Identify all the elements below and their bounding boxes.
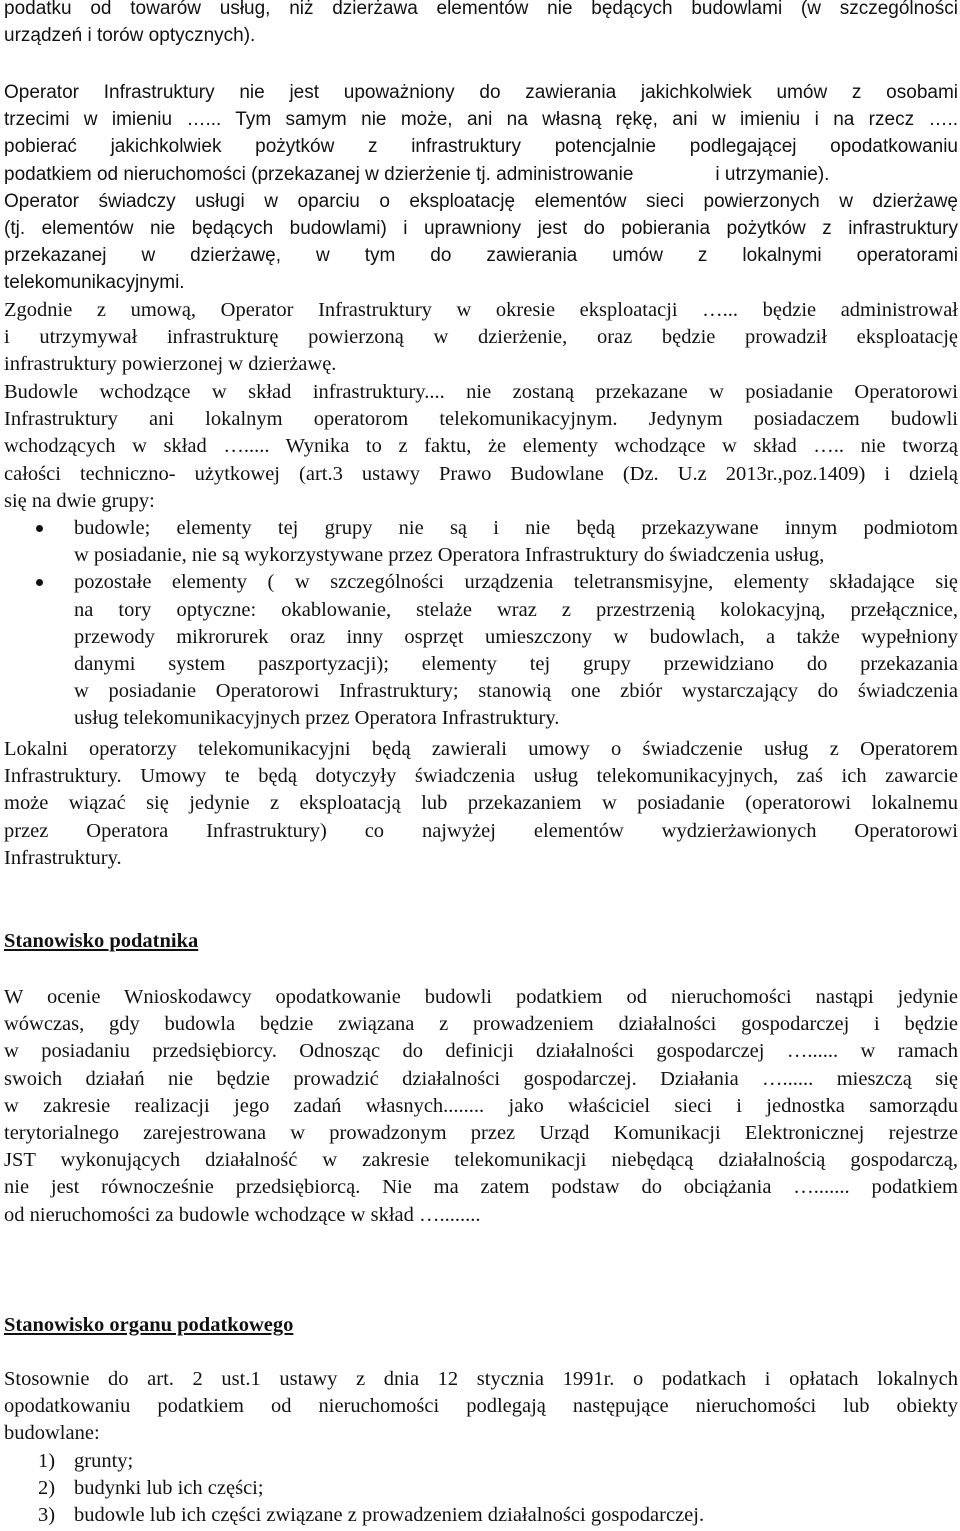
paragraph-buildings (4, 379, 958, 515)
text-line: się na dwie grupy: (4, 489, 155, 512)
text-line: wchodzących w skład …..... Wynika to z faktu, że elementy wchodzące w skład ….. nie tworzą (4, 435, 958, 458)
list-item (4, 1502, 958, 1529)
text-line: Zgodnie z umową, Operator Infrastruktury w okresie eksploatacji …... będzie administrował (4, 299, 958, 321)
text-fragment: i utrzymanie). (715, 163, 830, 185)
text-line: Operator świadczy usługi w oparciu o eksploatację elementów sieci powierzonych w dzierżawę (4, 190, 958, 212)
list-text: grunty; (74, 1449, 134, 1472)
text-line: W ocenie Wnioskodawcy opodatkowanie budowli podatkiem od nieruchomości nastąpi jedynie (4, 986, 958, 1008)
text-line: (tj. elementów nie będących budowlami) i uprawniony jest do pobierania pożytków z infrastruktury (4, 218, 958, 240)
paragraph-intro (4, 0, 958, 49)
text-line: na tory optyczne: okablowanie, stelaże wraz z przestrzenią kolokacyjną, przełącznice, (74, 598, 958, 621)
list-item (4, 1475, 958, 1502)
text-line: urządzeń i torów optycznych). (4, 25, 256, 47)
list-number: 3) (38, 1504, 56, 1527)
text-line: całości techniczno- użytkowej (art.3 ustawy Prawo Budowlane (Dz. U.z 2013r.,poz.1409) i dzielą (4, 462, 958, 485)
list-item (4, 1448, 958, 1475)
text-line: wówczas, gdy budowla będzie związana z prowadzeniem działalności gospodarczej i będzie (4, 1013, 958, 1036)
text-line: telekomunikacyjnymi. (4, 272, 185, 294)
text-line: przez Operatora Infrastruktury) co najwyżej elementów wydzierżawionych Operatorowi (4, 819, 958, 842)
text-line: w posiadanie Operatorowi Infrastruktury; stanowią one zbiór wystarczający do świadczenia (74, 680, 958, 703)
text-line: nie jest równocześnie przedsiębiorcą. Nie ma zatem podstaw do obciążania …....... podatkiem (4, 1176, 958, 1199)
numbered-list (4, 1448, 958, 1530)
text-line: Infrastruktury ani lokalnym operatorom telekomunikacyjnym. Jedynym posiadaczem budowli (4, 408, 958, 431)
text-line: trzecimi w imieniu …... Tym samym nie może, ani na własną rękę, ani w imieniu i na rzecz ….. (4, 109, 958, 131)
list-text: budowle lub ich części związane z prowadzeniem działalności gospodarczej. (74, 1504, 705, 1527)
text-line (4, 161, 958, 188)
text-line: od nieruchomości za budowle wchodzące w skład …........ (4, 1203, 481, 1226)
text-line: terytorialnego zarejestrowana w prowadzonym przez Urząd Komunikacji Elektronicznej rejestrze (4, 1122, 958, 1145)
text-line: w posiadanie, nie są wykorzystywane przez Operatora Infrastruktury do świadczenia usług, (74, 544, 825, 567)
text-line: przewody mikrorurek oraz inny osprzęt umieszczony w budowlach, a także wypełniony (74, 625, 958, 648)
text-line: budowle; elementy tej grupy nie są i nie będą przekazywane innym podmiotom (74, 517, 958, 539)
text-line: pozostałe elementy ( w szczególności urządzenia teletransmisyjne, elementy składające się (74, 571, 958, 594)
text-line: może wiązać się jedynie z eksploatacją lub przekazaniem w posiadanie (operatorowi lokalnemu (4, 792, 958, 815)
bullet-icon (36, 525, 43, 532)
text-line: Budowle wchodzące w skład infrastruktury.... nie zostaną przekazane w posiadanie Operatorowi (4, 381, 958, 403)
text-line: i utrzymywał infrastrukturę powierzoną w dzierżenie, oraz będzie prowadził eksploatację (4, 326, 958, 349)
text-line: pobierać jakichkolwiek pożytków z infrastruktury potencjalnie podlegającej opodatkowaniu (4, 136, 958, 158)
text-line: opodatkowaniu podatkiem od nieruchomości podlegają następujące nieruchomości lub obiekty (4, 1395, 958, 1418)
paragraph-operator (4, 79, 958, 297)
bullet-item (4, 515, 958, 569)
paragraph-taxpayer-position (4, 984, 958, 1229)
paragraph-authority-position (4, 1366, 958, 1529)
section-heading: Stanowisko podatnika (4, 930, 199, 952)
text-line: w posiadaniu przedsiębiorcy. Odnosząc do definicji działalności gospodarczej …...... w ramach (4, 1040, 958, 1063)
text-line: przekazanej w dzierżawę, w tym do zawierania umów z lokalnymi operatorami (4, 245, 958, 267)
text-line: budowlane: (4, 1422, 100, 1445)
text-line: Infrastruktury. (4, 846, 122, 869)
text-line: usług telekomunikacyjnych przez Operatora Infrastruktury. (74, 707, 560, 730)
list-text: budynki lub ich części; (74, 1476, 264, 1499)
bullet-item (4, 569, 958, 732)
text-line: infrastruktury powierzonej w dzierżawę. (4, 353, 337, 376)
text-line: Lokalni operatorzy telekomunikacyjni będą zawierali umowy o świadczenie usług z Operatorem (4, 738, 958, 760)
list-number: 2) (38, 1476, 56, 1499)
text-line: danymi system paszportyzacji); elementy tej grupy przewidziano do przekazania (74, 653, 958, 676)
text-fragment: podatkiem od nieruchomości (przekazanej w dzierżenie tj. administrowanie (4, 163, 634, 185)
bullet-list (4, 515, 958, 733)
text-line: Infrastruktury. Umowy te będą dotyczyły świadczenia usług telekomunikacyjnych, zaś ich zawarcie (4, 765, 958, 788)
paragraph-agreement (4, 297, 958, 379)
section-heading: Stanowisko organu podatkowego (4, 1314, 294, 1336)
text-line: JST wykonujących działalność w zakresie telekomunikacji niebędącą działalnością gospodarczą, (4, 1149, 958, 1172)
text-line: w zakresie realizacji jego zadań własnych........ jako właściciel sieci i jednostka samorządu (4, 1094, 958, 1117)
text-line: Operator Infrastruktury nie jest upoważniony do zawierania jakichkolwiek umów z osobami (4, 82, 958, 103)
paragraph-local-operators (4, 736, 958, 872)
text-line: podatku od towarów usług, niż dzierżawa elementów nie będących budowlami (w szczególności (4, 0, 958, 19)
list-number: 1) (38, 1449, 56, 1472)
bullet-icon (36, 579, 43, 586)
text-line: Stosownie do art. 2 ust.1 ustawy z dnia 12 stycznia 1991r. o podatkach i opłatach lokalnych (4, 1368, 958, 1390)
text-line: swoich działań nie będzie prowadzić działalności gospodarczej. Działania …...... mieszczą się (4, 1067, 958, 1090)
